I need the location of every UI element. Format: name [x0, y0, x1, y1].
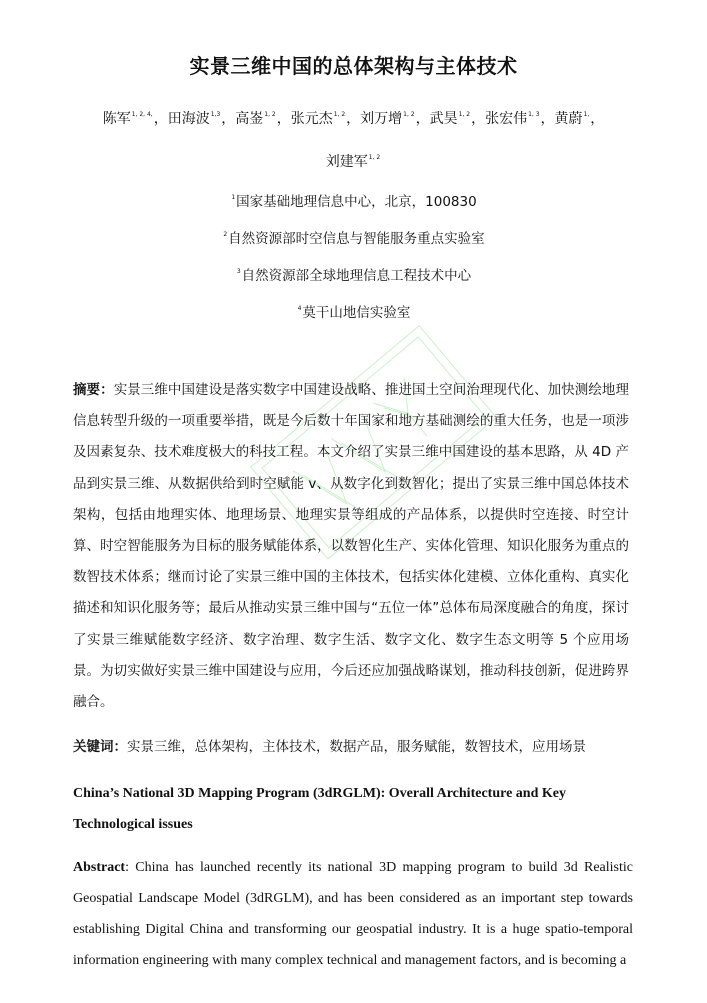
author-name [360, 111, 429, 127]
author-name [168, 111, 236, 127]
author-separator: ， [590, 111, 605, 127]
affiliation-2: $^2$自然资源部时空信息与智能服务重点实验室 [223, 231, 485, 247]
author-separator: ， [276, 111, 291, 127]
abstract-en-text: : China has launched recently its national 3D mapping program to build 3d Realistic Geospatial Landscape Model (3dRGLM), and has been considered as an important step towards establishing Digital China and transforming our geospatial industry. It is a huge spatio-temporal information engineering with many complex technical and management factors, and is becoming a [73, 860, 633, 968]
keywords-label: 关键词： [73, 739, 127, 755]
author-affiliation-marker: 1, [583, 111, 590, 118]
author-affiliation-marker: 1, 2 [264, 111, 276, 118]
author-list-continued [0, 146, 707, 174]
affiliation-3: $^3$自然资源部全球地理信息工程技术中心 [236, 268, 472, 284]
author-name [485, 111, 554, 127]
abstract-chinese [73, 375, 629, 718]
author-name-text: 陈军 [102, 111, 131, 127]
author-separator: ， [471, 111, 486, 127]
author-name-text: 张元杰 [290, 111, 333, 127]
author-name-text: 张宏伟 [485, 111, 528, 127]
paper-title: 实景三维中国的总体架构与主体技术 [189, 54, 518, 78]
author-separator: ， [415, 111, 430, 127]
affiliation-1: $^1$国家基础地理信息中心，北京，100830 [231, 194, 477, 210]
author-affiliation-marker: 1, 2 [458, 111, 471, 118]
author-affiliation-marker: 1, 2 [333, 111, 346, 118]
author-name [291, 111, 360, 127]
author-name-text: 武昊 [429, 111, 458, 127]
author-affiliation-marker: 1, 2 [368, 154, 381, 161]
abstract-label: 摘要： [73, 382, 114, 398]
english-title: China’s National 3D Mapping Program (3dRGLM): Overall Architecture and Key Technological issues [73, 786, 566, 832]
author-affiliation-marker: 1, 2 [403, 111, 415, 118]
author-name-text: 黄蔚 [554, 111, 583, 127]
author-affiliation-marker: 1, 3 [528, 111, 540, 118]
author-separator: ， [540, 111, 555, 127]
author-separator: ， [221, 111, 236, 127]
author-name-text: 田海波 [167, 111, 210, 127]
author-affiliation-marker: 1, 2, 4, [131, 111, 153, 118]
author-list [60, 103, 647, 131]
author-name [235, 111, 290, 127]
author-affiliation-marker: 1,3 [210, 111, 221, 118]
author-name [103, 111, 168, 127]
keywords-text: 实景三维，总体架构，主体技术，数据产品，服务赋能，数智技术，应用场景 [127, 739, 586, 755]
abstract-en-label: Abstract [73, 860, 126, 875]
author-name [430, 111, 485, 127]
author-name-text: 刘万增 [360, 111, 403, 127]
author-name [326, 154, 381, 170]
affiliation-4: $^4$莫干山地信实验室 [297, 305, 411, 321]
abstract-english [73, 852, 633, 976]
author-separator: ， [153, 111, 168, 127]
author-name [555, 111, 605, 127]
abstract-text: 实景三维中国建设是落实数字中国建设战略、推进国土空间治理现代化、加快测绘地理信息转型升级的一项重要举措，既是今后数十年国家和地方基础测绘的重大任务，也是一项涉及因素复杂、技术难度极大的科技工程。本文介绍了实景三维中国建设的基本思路，从 4D 产品到实景三维、从数据供给到时空赋能 v、从数字化到数智化；提出了实景三维中国总体技术架构，包括由地理实体、地理场景、地理实景等组成的产品体系，以提供时空连接、时空计算、时空智能服务为目标的服务赋能体系，以数智化生产、实体化管理、知识化服务为重点的数智技术体系；继而讨论了实景三维中国的主体技术，包括实体化建模、立体化重构、真实化描述和知识化服务等；最后从推动实景三维中国与“五位一体”总体布局深度融合的角度，探讨了实景三维赋能数字经济、数字治理、数字生活、数字文化、数字生态文明等 5 个应用场景。为切实做好实景三维中国建设与应用，今后还应加强战略谋划，推动科技创新，促进跨界融合。 [73, 382, 629, 711]
author-name-text: 刘建军 [325, 154, 368, 170]
author-name-text: 高崟 [235, 111, 264, 127]
author-separator: ， [346, 111, 361, 127]
keywords-chinese [73, 735, 629, 759]
